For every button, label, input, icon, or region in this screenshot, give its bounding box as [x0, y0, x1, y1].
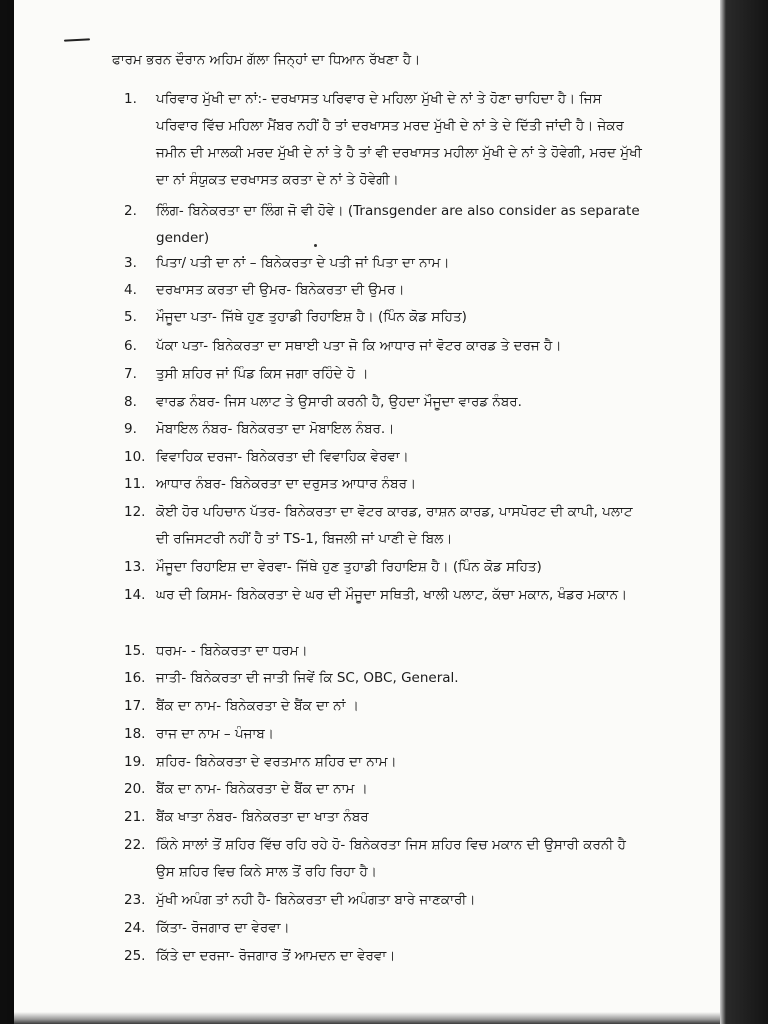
list-item: [124, 277, 644, 304]
item-text: ਬੈਂਕ ਖਾਤਾ ਨੰਬਰ- ਬਿਨੇਕਰਤਾ ਦਾ ਖਾਤਾ ਨੰਬਰ: [156, 809, 369, 825]
item-number: 13.: [124, 559, 146, 575]
item-number: 10.: [124, 449, 146, 465]
item-number: 15.: [124, 643, 146, 659]
item-text: ਵਿਵਾਹਿਕ ਦਰਜਾ- ਬਿਨੇਕਰਤਾ ਦੀ ਵਿਵਾਹਿਕ ਵੇਰਵਾ।: [156, 449, 409, 465]
list-item: [124, 554, 644, 581]
item-text: ਕੋਈ ਹੋਰ ਪਹਿਚਾਨ ਪੱਤਰ- ਬਿਨੇਕਰਤਾ ਦਾ ਵੋਟਰ ਕਾਰਡ, ਰਾਸ਼ਨ ਕਾਰਡ, ਪਾਸਪੋਰਟ ਦੀ ਕਾਪੀ, ਪਲਾਟ ਦੀ ਰਜਿਸਟਰੀ ਨਹੀਂ ਹੈ ਤਾਂ TS-1, ਬਿਜਲੀ ਜਾਂ ਪਾਣੀ ਦੇ ਬਿਲ।: [156, 504, 633, 547]
item-text: ਰਾਜ ਦਾ ਨਾਮ – ਪੰਜਾਬ।: [156, 726, 274, 742]
item-text: ਸ਼ਹਿਰ- ਬਿਨੇਕਰਤਾ ਦੇ ਵਰਤਮਾਨ ਸ਼ਹਿਰ ਦਾ ਨਾਮ।: [156, 754, 397, 770]
pen-mark: [64, 38, 90, 41]
list-item: [124, 582, 644, 609]
item-text: ਕਿੱਤੇ ਦਾ ਦਰਜਾ- ਰੋਜਗਾਰ ਤੋਂ ਆਮਦਨ ਦਾ ਵੇਰਵਾ।: [156, 948, 396, 964]
item-number: 5.: [124, 309, 137, 325]
item-text: ਕਿੱਤਾ- ਰੋਜਗਾਰ ਦਾ ਵੇਰਵਾ।: [156, 920, 290, 936]
item-text: ਪੱਕਾ ਪਤਾ- ਬਿਨੇਕਰਤਾ ਦਾ ਸਥਾਈ ਪਤਾ ਜੋ ਕਿ ਆਧਾਰ ਜਾਂ ਵੋਟਰ ਕਾਰਡ ਤੇ ਦਰਜ ਹੈ।: [156, 338, 562, 354]
list-item: [124, 333, 644, 360]
item-number: 1.: [124, 91, 137, 107]
item-number: 22.: [124, 837, 146, 853]
list-item: [124, 304, 644, 331]
item-number: 19.: [124, 754, 146, 770]
item-text: ਮੋਬਾਇਲ ਨੰਬਰ- ਬਿਨੇਕਰਤਾ ਦਾ ਮੋਬਾਇਲ ਨੰਬਰ.।: [156, 421, 395, 437]
list-item: [124, 86, 644, 194]
list-item: [124, 915, 644, 942]
list-item: [124, 887, 644, 914]
item-text: ਬੈਂਕ ਦਾ ਨਾਮ- ਬਿਨੇਕਰਤਾ ਦੇ ਬੈਂਕ ਦਾ ਨਾਮ ।: [156, 781, 368, 797]
item-number: 24.: [124, 920, 146, 936]
item-number: 12.: [124, 504, 146, 520]
document-heading: ਫਾਰਮ ਭਰਨ ਦੌਰਾਨ ਅਹਿਮ ਗੱਲਾ ਜਿਨ੍ਹਾਂ ਦਾ ਧਿਆਨ ਰੱਖਣਾ ਹੈ।: [112, 52, 421, 68]
item-text: ਪਿਤਾ/ ਪਤੀ ਦਾ ਨਾਂ – ਬਿਨੇਕਰਤਾ ਦੇ ਪਤੀ ਜਾਂ ਪਿਤਾ ਦਾ ਨਾਮ।: [156, 255, 450, 271]
item-number: 20.: [124, 781, 146, 797]
item-number: 2.: [124, 203, 137, 219]
item-number: 4.: [124, 282, 137, 298]
item-text: ਲਿੰਗ- ਬਿਨੇਕਰਤਾ ਦਾ ਲਿੰਗ ਜੋ ਵੀ ਹੋਵੇ। (Transgender are also consider as separate gender): [156, 203, 640, 246]
item-number: 6.: [124, 338, 137, 354]
item-number: 14.: [124, 587, 146, 603]
item-number: 18.: [124, 726, 146, 742]
item-text: ਵਾਰਡ ਨੰਬਰ- ਜਿਸ ਪਲਾਟ ਤੇ ਉਸਾਰੀ ਕਰਨੀ ਹੈ, ਉਹਦਾ ਮੌਜੂਦਾ ਵਾਰਡ ਨੰਬਰ.: [156, 394, 522, 410]
list-item: [124, 693, 644, 720]
item-number: 9.: [124, 421, 137, 437]
item-number: 23.: [124, 892, 146, 908]
list-item: [124, 471, 644, 498]
item-number: 16.: [124, 670, 146, 686]
item-text: ਘਰ ਦੀ ਕਿਸਮ- ਬਿਨੇਕਰਤਾ ਦੇ ਘਰ ਦੀ ਮੌਜੂਦਾ ਸਥਿਤੀ, ਖਾਲੀ ਪਲਾਟ, ਕੱਚਾ ਮਕਾਨ, ਖੰਡਰ ਮਕਾਨ।: [156, 587, 628, 603]
item-text: ਮੌਜੂਦਾ ਰਿਹਾਇਸ਼ ਦਾ ਵੇਰਵਾ- ਜਿੱਥੇ ਹੁਣ ਤੁਹਾਡੀ ਰਿਹਾਇਸ਼ ਹੈ। (ਪਿੰਨ ਕੋਡ ਸਹਿਤ): [156, 559, 542, 575]
item-text: ਧਰਮ- - ਬਿਨੇਕਰਤਾ ਦਾ ਧਰਮ।: [156, 643, 308, 659]
item-text: ਕਿੰਨੇ ਸਾਲਾਂ ਤੋਂ ਸ਼ਹਿਰ ਵਿੱਚ ਰਹਿ ਰਹੇ ਹੋ- ਬਿਨੇਕਰਤਾ ਜਿਸ ਸ਼ਹਿਰ ਵਿਚ ਮਕਾਨ ਦੀ ਉਸਾਰੀ ਕਰਨੀ ਹੈ ਉਸ ਸ਼ਹਿਰ ਵਿਚ ਕਿਨੇ ਸਾਲ ਤੋਂ ਰਹਿ ਰਿਹਾ ਹੈ।: [156, 837, 626, 880]
list-item: [124, 416, 644, 443]
item-number: 8.: [124, 394, 137, 410]
item-number: 11.: [124, 476, 146, 492]
item-text: ਆਧਾਰ ਨੰਬਰ- ਬਿਨੇਕਰਤਾ ਦਾ ਦਰੁਸਤ ਆਧਾਰ ਨੰਬਰ।: [156, 476, 417, 492]
item-text: ਜਾਤੀ- ਬਿਨੇਕਰਤਾ ਦੀ ਜਾਤੀ ਜਿਵੇਂ ਕਿ SC, OBC, General.: [156, 670, 459, 686]
list-item: [124, 749, 644, 776]
item-number: 25.: [124, 948, 146, 964]
item-text: ਮੌਜੂਦਾ ਪਤਾ- ਜਿੱਥੇ ਹੁਣ ਤੁਹਾਡੀ ਰਿਹਾਇਸ਼ ਹੈ। (ਪਿੰਨ ਕੋਡ ਸਹਿਤ): [156, 309, 467, 325]
list-item: [124, 665, 644, 692]
list-item: [124, 361, 644, 388]
item-text: ਬੈਂਕ ਦਾ ਨਾਮ- ਬਿਨੇਕਰਤਾ ਦੇ ਬੈਂਕ ਦਾ ਨਾਂ ।: [156, 698, 359, 714]
item-number: 17.: [124, 698, 146, 714]
item-number: 7.: [124, 366, 137, 382]
list-item: [124, 638, 644, 665]
item-text: ਪਰਿਵਾਰ ਮੁੱਖੀ ਦਾ ਨਾਂ:- ਦਰਖਾਸਤ ਪਰਿਵਾਰ ਦੇ ਮਹਿਲਾ ਮੁੱਖੀ ਦੇ ਨਾਂ ਤੇ ਹੋਣਾ ਚਾਹਿਦਾ ਹੈ। ਜਿਸ ਪਰਿਵਾਰ ਵਿੱਚ ਮਹਿਲਾ ਮੈਂਬਰ ਨਹੀਂ ਹੈ ਤਾਂ ਦਰਖਾਸਤ ਮਰਦ ਮੁੱਖੀ ਦੇ ਨਾਂ ਤੇ ਦੇ ਦਿੱਤੀ ਜਾਂਦੀ ਹੈ। ਜੇਕਰ ਜਮੀਨ ਦੀ ਮਾਲਕੀ ਮਰਦ ਮੁੱਖੀ ਦੇ ਨਾਂ ਤੇ ਹੈ ਤਾਂ ਵੀ ਦਰਖਾਸਤ ਮਹੀਲਾ ਮੁੱਖੀ ਦੇ ਨਾਂ ਤੇ ਹੋਵੇਗੀ, ਮਰਦ ਮੁੱਖੀ ਦਾ ਨਾਂ ਸੰਯੁਕਤ ਦਰਖਾਸਤ ਕਰਤਾ ਦੇ ਨਾਂ ਤੇ ਹੋਵੇਗੀ।: [156, 91, 642, 188]
list-item: [124, 832, 644, 886]
list-item: [124, 389, 644, 416]
item-text: ਦਰਖਾਸਤ ਕਰਤਾ ਦੀ ਉਮਰ- ਬਿਨੇਕਰਤਾ ਦੀ ਉਮਰ।: [156, 282, 405, 298]
list-item: [124, 499, 644, 553]
list-item: [124, 776, 644, 803]
item-text: ਮੁੱਖੀ ਅਪੰਗ ਤਾਂ ਨਹੀ ਹੈ- ਬਿਨੇਕਰਤਾ ਦੀ ਅਪੰਗਤਾ ਬਾਰੇ ਜਾਣਕਾਰੀ।: [156, 892, 476, 908]
list-item: [124, 804, 644, 831]
item-number: 21.: [124, 809, 146, 825]
list-item: [124, 444, 644, 471]
item-text: ਤੁਸੀ ਸ਼ਹਿਰ ਜਾਂ ਪਿੰਡ ਕਿਸ ਜਗਾ ਰਹਿੰਦੇ ਹੋ ।: [156, 366, 369, 382]
list-item: [124, 943, 644, 970]
item-number: 3.: [124, 255, 137, 271]
list-item: [124, 721, 644, 748]
list-item: [124, 198, 644, 252]
list-item: [124, 250, 644, 277]
